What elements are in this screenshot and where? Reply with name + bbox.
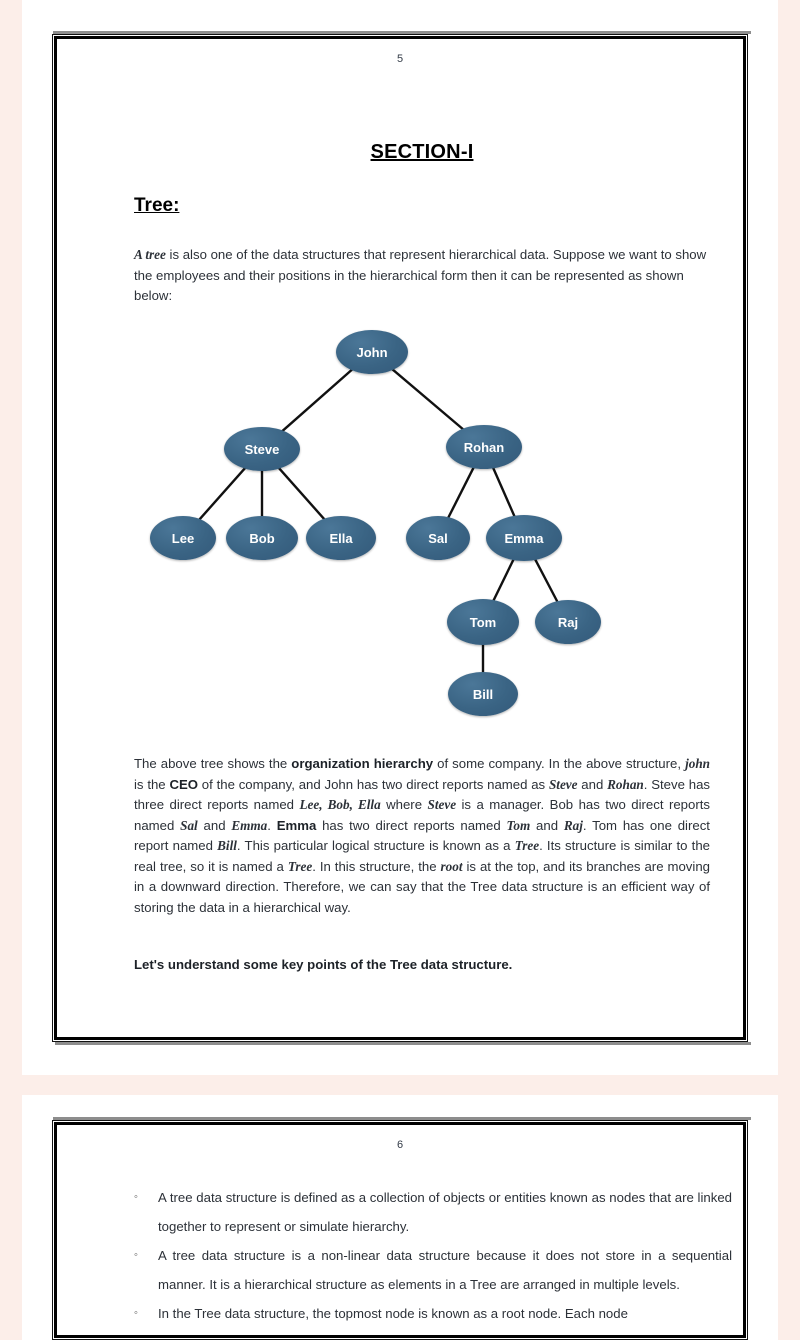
tree-node-tom: Tom — [447, 599, 519, 645]
document-page-1 — [22, 0, 778, 1075]
tree-node-steve: Steve — [224, 427, 300, 471]
tree-node-ella: Ella — [306, 516, 376, 560]
list-item-text: A tree data structure is defined as a collection of objects or entities known as nodes that are linked together to represent or simulate hierarchy. — [158, 1190, 732, 1234]
page-number: 6 — [396, 1139, 404, 1151]
page-1-frame-shadow-bottom — [55, 1042, 751, 1045]
paragraph-run-1: organization hierarchy — [291, 756, 434, 771]
paragraph-run-5: CEO — [169, 776, 199, 792]
paragraph-run-3: john — [685, 756, 710, 771]
paragraph-run-21: Tom — [506, 817, 531, 833]
tree-edge-john-rohan — [392, 369, 465, 431]
list-item-text: In the Tree data structure, the topmost node is known as a root node. Each node — [158, 1306, 628, 1321]
paragraph-run-31: root — [440, 858, 463, 874]
tree-node-raj: Raj — [535, 600, 601, 644]
intro-rest: is also one of the data structures that represent hierarchical data. Suppose we want to show the employees and their positions in the hierarchical form then it can be represented as shown below: — [134, 247, 707, 303]
intro-lead-emphasis: A tree — [134, 247, 166, 262]
page-title-tree: Tree: — [134, 195, 180, 216]
tree-node-john: John — [336, 330, 408, 374]
bullet-circle-icon: ◦ — [134, 1249, 138, 1261]
page-number: 5 — [396, 53, 404, 65]
intro-paragraph — [134, 245, 710, 307]
paragraph-run-12: where — [380, 797, 428, 812]
tree-edge-steve-ella — [278, 467, 325, 520]
tree-edge-rohan-emma — [493, 466, 515, 517]
paragraph-run-8: and — [577, 776, 608, 792]
paragraph-run-13: Steve — [427, 797, 457, 812]
tree-node-lee: Lee — [150, 516, 216, 560]
key-points-lead: Let's understand some key points of the Tree data structure. — [134, 957, 513, 972]
tree-node-bill: Bill — [448, 672, 518, 716]
paragraph-run-6: of the company, and John has two direct reports named as — [198, 776, 549, 792]
section-title: SECTION-I — [370, 141, 474, 163]
paragraph-run-26: . This particular logical structure is known as a — [236, 838, 515, 853]
tree-edge-emma-tom — [493, 558, 514, 602]
paragraph-run-7: Steve — [548, 776, 578, 792]
tree-node-emma: Emma — [486, 515, 562, 561]
paragraph-run-22: and — [530, 817, 564, 833]
tree-edge-steve-lee — [198, 467, 245, 520]
tree-edge-emma-raj — [535, 558, 558, 603]
tree-edge-rohan-sal — [448, 466, 475, 519]
list-item — [112, 1241, 732, 1299]
org-tree-diagram — [134, 322, 710, 717]
paragraph-run-0: The above tree shows the — [134, 756, 292, 771]
paragraph-run-32: is at the top, and its branches are moving in a downward direction. Therefore, we can say that the Tree data structure is an efficient way of storing the data in a hierarchical way. — [134, 858, 711, 915]
document-page-2 — [22, 1095, 778, 1340]
bullet-circle-icon: ◦ — [134, 1307, 138, 1319]
paragraph-run-2: of some company. In the above structure, — [433, 756, 686, 771]
paragraph-run-20: has two direct reports named — [316, 817, 507, 833]
paragraph-run-16: and — [197, 817, 232, 833]
paragraph-run-30: . In this structure, the — [312, 858, 441, 874]
paragraph-run-24: . Tom has one direct report named — [134, 817, 710, 853]
bullet-circle-icon: ◦ — [134, 1191, 138, 1203]
paragraph-run-25: Bill — [217, 838, 237, 853]
paragraph-run-11: Lee, Bob, Ella — [299, 797, 381, 812]
paragraph-run-10: . Steve has three direct reports named — [134, 776, 710, 812]
paragraph-run-18: . — [267, 817, 277, 833]
paragraph-run-15: Sal — [180, 817, 198, 833]
tree-edge-john-steve — [281, 369, 353, 432]
paragraph-run-17: Emma — [231, 817, 268, 833]
tree-node-sal: Sal — [406, 516, 470, 560]
paragraph-run-27: Tree — [514, 838, 540, 853]
list-item — [112, 1299, 732, 1328]
list-item-text: A tree data structure is a non-linear data structure because it does not store in a sequential manner. It is a hierarchical structure as elements in a Tree are arranged in multiple levels. — [158, 1248, 732, 1292]
paragraph-run-4: is the — [134, 776, 170, 792]
paragraph-run-29: Tree — [287, 858, 313, 874]
key-points-list — [112, 1183, 732, 1328]
tree-node-rohan: Rohan — [446, 425, 522, 469]
tree-node-bob: Bob — [226, 516, 298, 560]
closing-paragraph — [134, 754, 710, 918]
paragraph-run-19: Emma — [276, 817, 317, 833]
list-item — [112, 1183, 732, 1241]
paragraph-run-23: Raj — [563, 817, 583, 833]
paragraph-run-14: is a manager. Bob has two direct reports named — [134, 797, 710, 833]
paragraph-run-28: . Its structure is similar to the real tree, so it is named a — [134, 838, 710, 874]
paragraph-run-9: Rohan — [607, 776, 644, 792]
